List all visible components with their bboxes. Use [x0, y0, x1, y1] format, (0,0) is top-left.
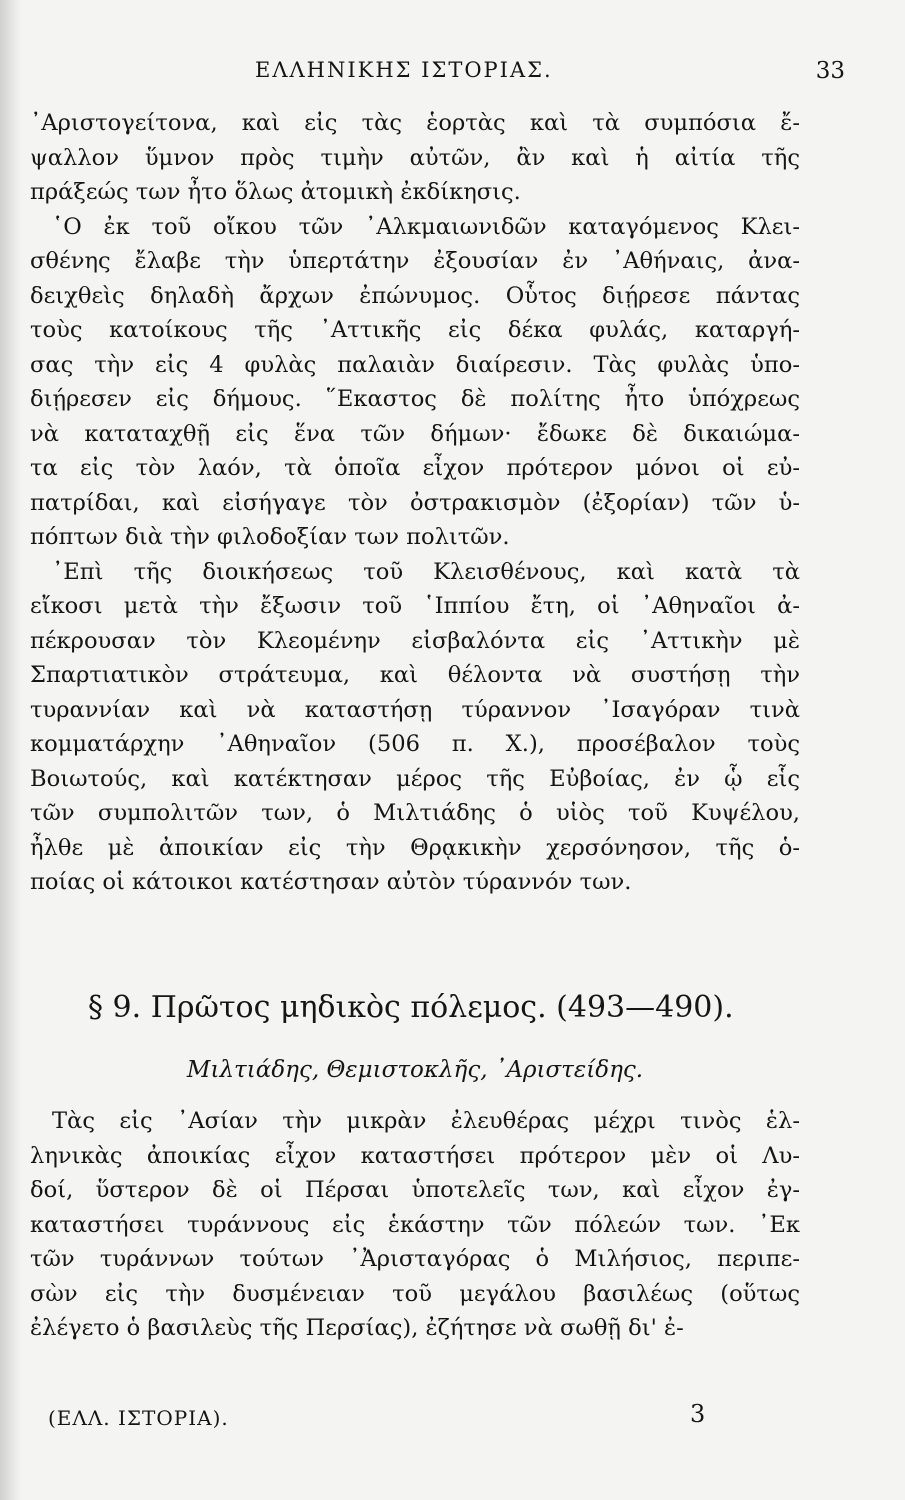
text-line: κομματάρχην ᾿Αθηναῖον (506 π. Χ.), προσέβαλον τοὺς	[30, 731, 800, 757]
text-line: τυραννίαν καὶ νὰ καταστήσῃ τύραννον ᾿Ισαγόραν τινὰ	[30, 696, 800, 723]
page-number: 33	[815, 58, 845, 84]
footer-signature: (ΕΛΛ. ΙΣΤΟΡΙΑ).	[48, 1406, 229, 1430]
text-line: πέκρουσαν τὸν Κλεομένην εἰσβαλόντα εἰς ᾿Αττικὴν μὲ	[30, 627, 800, 654]
paragraph	[30, 106, 800, 210]
text-line: πράξεώς των ἦτο ὅλως ἀτομικὴ ἐκδίκησις.	[30, 179, 521, 205]
text-line: ῾Ο ἐκ τοῦ οἴκου τῶν ᾿Αλκμαιωνιδῶν καταγόμενος Κλει-	[52, 213, 800, 240]
text-line: πόπτων διὰ τὴν φιλοδοξίαν των πολιτῶν.	[30, 524, 510, 550]
section-heading: § 9. Πρῶτος μηδικὸς πόλεμος. (493—490).	[88, 990, 734, 1025]
text-line: ἐλέγετο ὁ βασιλεὺς τῆς Περσίας), ἐζήτησε νὰ σωθῇ δι' ἐ-	[30, 1315, 684, 1341]
paragraph	[30, 555, 800, 900]
text-line: Τὰς εἰς ᾿Ασίαν τὴν μικρὰν ἐλευθέρας μέχρι τινὸς ἑλ-	[52, 1108, 800, 1134]
text-line: Βοιωτούς, καὶ κατέκτησαν μέρος τῆς Εὐβοίας, ἐν ᾧ εἷς	[30, 765, 800, 792]
text-line: διῄρεσεν εἰς δήμους. ῞Εκαστος δὲ πολίτης ἦτο ὑπόχρεως	[30, 386, 800, 412]
text-line: εἴκοσι μετὰ τὴν ἔξωσιν τοῦ ῾Ιππίου ἔτη, οἱ ᾿Αθηναῖοι ἀ-	[30, 593, 800, 619]
text-line: ψαλλον ὕμνον πρὸς τιμὴν αὐτῶν, ἂν καὶ ἡ αἰτία τῆς	[30, 144, 800, 171]
text-line: τοὺς κατοίκους τῆς ᾿Αττικῆς εἰς δέκα φυλάς, καταργή-	[30, 317, 800, 343]
text-line: τῶν τυράννων τούτων ᾿Ἀρισταγόρας ὁ Μιλήσιος, περιπε-	[30, 1246, 800, 1272]
paragraph	[30, 210, 800, 555]
text-line: δοί, ὕστερον δὲ οἱ Πέρσαι ὑποτελεῖς των, καὶ εἶχον ἐγ-	[30, 1177, 800, 1203]
text-line: Σπαρτιατικὸν στράτευμα, καὶ θέλοντα νὰ συστήσῃ τὴν	[30, 662, 800, 688]
text-line: τα εἰς τὸν λαόν, τὰ ὁποῖα εἶχον πρότερον μόνοι οἱ εὐ-	[30, 455, 800, 481]
book-gutter	[0, 0, 22, 1500]
text-line: ᾿Επὶ τῆς διοικήσεως τοῦ Κλεισθένους, καὶ κατὰ τὰ	[52, 558, 800, 585]
text-line: ποίας οἱ κάτοικοι κατέστησαν αὐτὸν τύραννόν των.	[30, 869, 632, 895]
text-line: νὰ καταταχθῇ εἰς ἕνα τῶν δήμων· ἔδωκε δὲ δικαιώμα-	[30, 420, 800, 447]
footer-sheet-number: 3	[690, 1400, 706, 1428]
text-line: σὼν εἰς τὴν δυσμένειαν τοῦ μεγάλου βασιλέως (οὕτως	[30, 1280, 800, 1307]
body-text-lower	[30, 1104, 800, 1346]
text-line: τῶν συμπολιτῶν των, ὁ Μιλτιάδης ὁ υἱὸς τοῦ Κυψέλου,	[30, 800, 800, 826]
text-line: ᾿Αριστογείτονα, καὶ εἰς τὰς ἑορτὰς καὶ τὰ συμπόσια ἔ-	[30, 110, 800, 136]
text-line: σας τὴν εἰς 4 φυλὰς παλαιὰν διαίρεσιν. Τὰς φυλὰς ὑπο-	[30, 351, 800, 378]
body-text-upper	[30, 106, 800, 900]
text-line: σθένης ἔλαβε τὴν ὑπερτάτην ἐξουσίαν ἐν ᾿Αθήναις, ἀνα-	[30, 248, 800, 274]
section-subheading: Μιλτιάδης, Θεμιστοκλῆς, ᾿Αριστείδης.	[186, 1057, 644, 1083]
text-line: δειχθεὶς δηλαδὴ ἄρχων ἐπώνυμος. Οὗτος διῄρεσε πάντας	[30, 282, 800, 309]
running-head-title: ΕΛΛΗΝΙΚΗΣ ΙΣΤΟΡΙΑΣ.	[255, 58, 553, 82]
text-line: πατρίδαι, καὶ εἰσήγαγε τὸν ὀστρακισμὸν (ἐξορίαν) τῶν ὑ-	[30, 489, 800, 516]
text-line: καταστήσει τυράννους εἰς ἑκάστην τῶν πόλεών των. ᾿Εκ	[30, 1211, 800, 1238]
book-page	[30, 0, 875, 1500]
text-line: ληνικὰς ἀποικίας εἶχον καταστήσει πρότερον μὲν οἱ Λυ-	[30, 1142, 800, 1169]
text-line: ἦλθε μὲ ἀποικίαν εἰς τὴν Θρᾳκικὴν χερσόνησον, τῆς ὁ-	[30, 834, 800, 861]
running-head	[30, 58, 875, 92]
paragraph	[30, 1104, 800, 1346]
